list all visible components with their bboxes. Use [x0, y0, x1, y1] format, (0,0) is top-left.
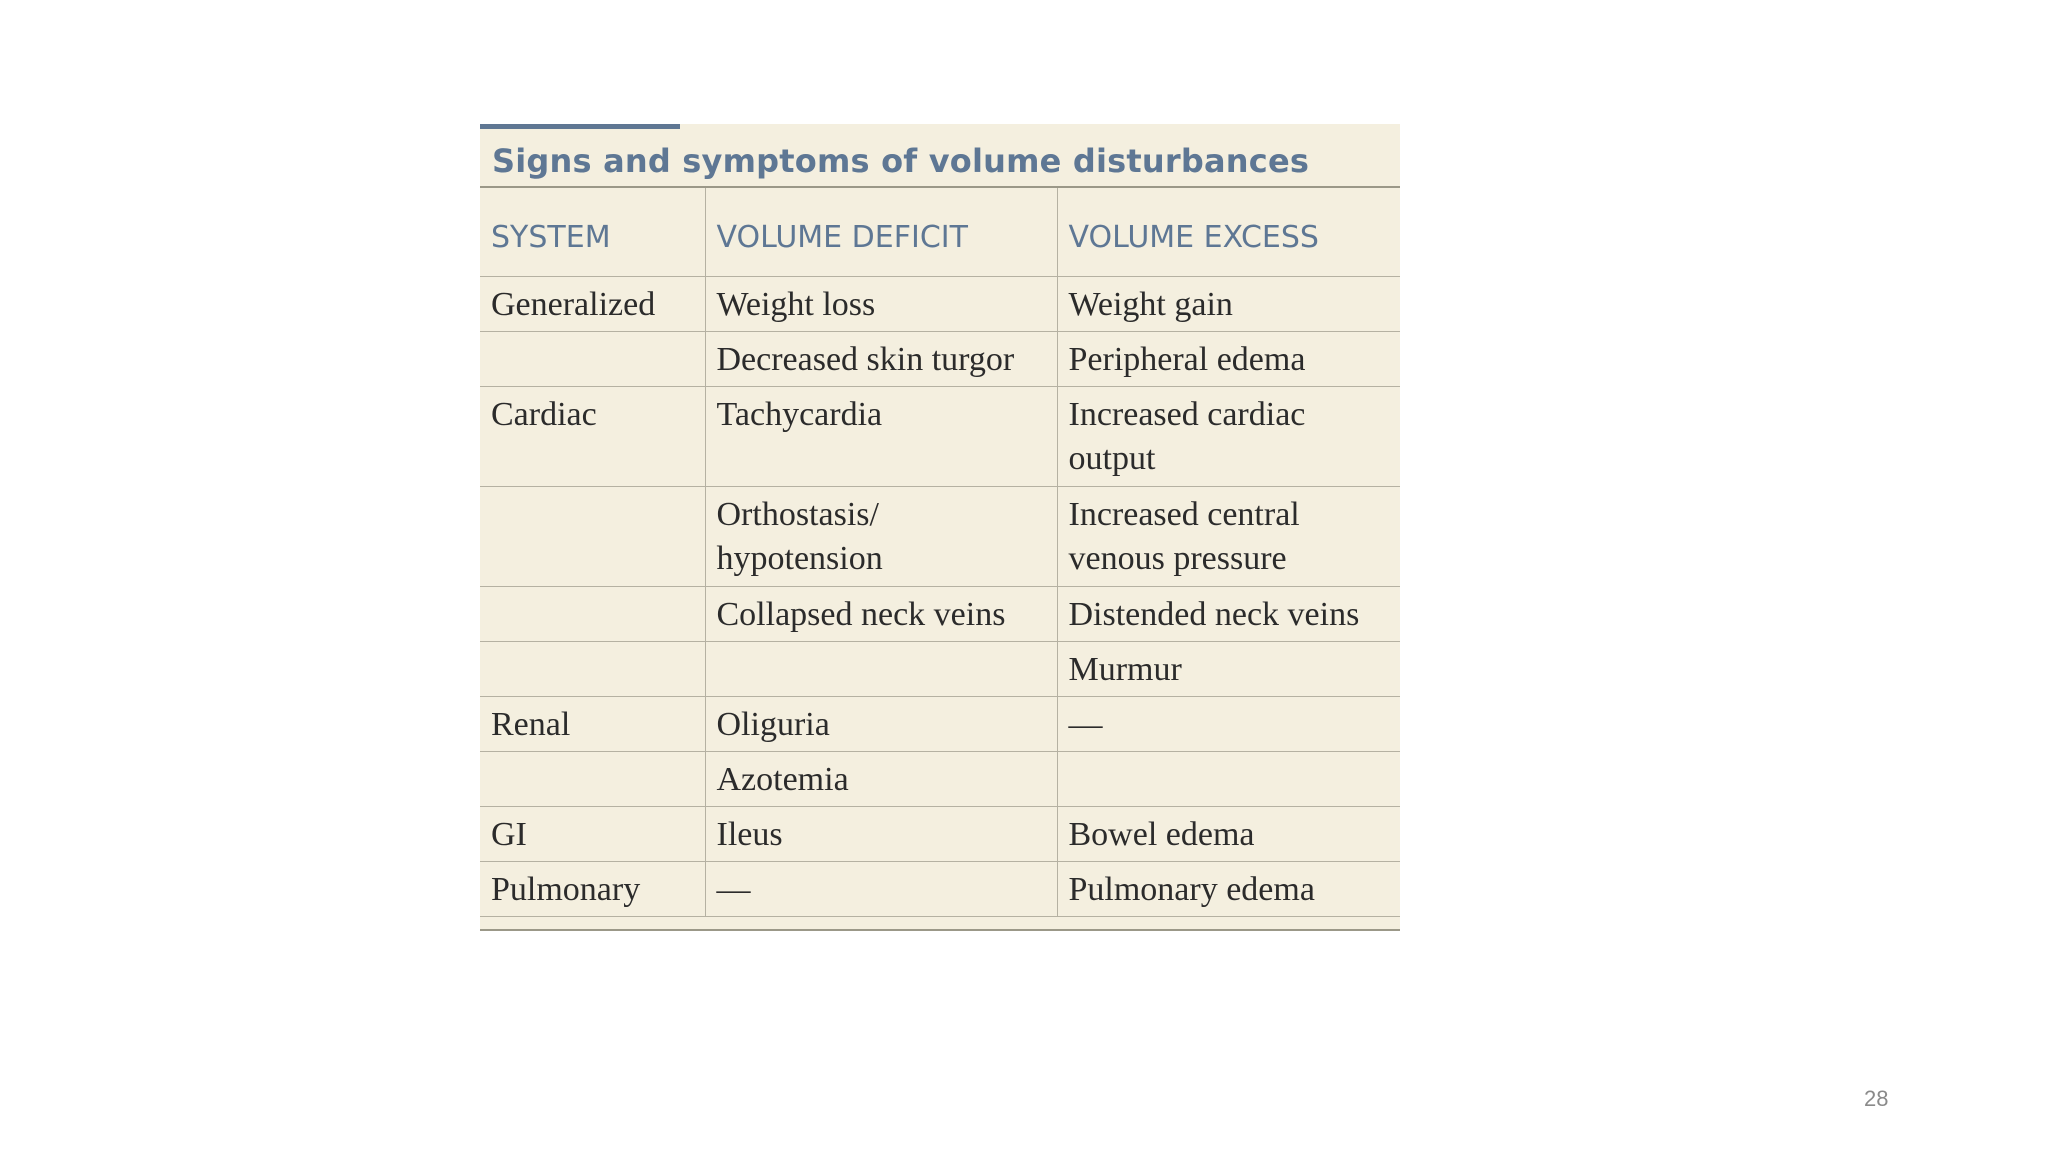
system-cell: Renal	[480, 696, 705, 751]
system-cell: GI	[480, 806, 705, 861]
system-cell: Generalized	[480, 276, 705, 331]
table-title: Signs and symptoms of volume disturbances	[492, 142, 1310, 180]
slide-page-number: 28	[1864, 1086, 1889, 1111]
volume-excess-cell: Increased central venous pressure	[1057, 486, 1400, 586]
table-row	[480, 751, 1400, 806]
volume-deficit-cell: Collapsed neck veins	[705, 586, 1057, 641]
volume-deficit-cell: Weight loss	[705, 276, 1057, 331]
table-row	[480, 861, 1400, 916]
table-row	[480, 486, 1400, 586]
volume-deficit-cell: Tachycardia	[705, 386, 1057, 486]
volume-excess-cell: Weight gain	[1057, 276, 1400, 331]
volume-deficit-cell: Orthostasis/ hypotension	[705, 486, 1057, 586]
volume-excess-cell	[1057, 751, 1400, 806]
volume-excess-cell: Increased cardiac output	[1057, 386, 1400, 486]
table-row	[480, 331, 1400, 386]
system-cell	[480, 486, 705, 586]
system-cell	[480, 586, 705, 641]
system-cell: Pulmonary	[480, 861, 705, 916]
volume-deficit-cell: —	[705, 861, 1057, 916]
table-row	[480, 696, 1400, 751]
volume-disturbance-table-card	[480, 124, 1400, 931]
table-row	[480, 641, 1400, 696]
header-volume-excess: VOLUME EXCESS	[1057, 188, 1400, 276]
system-cell	[480, 641, 705, 696]
header-system: SYSTEM	[480, 188, 705, 276]
volume-excess-cell: —	[1057, 696, 1400, 751]
table-row	[480, 806, 1400, 861]
volume-excess-cell: Murmur	[1057, 641, 1400, 696]
volume-disturbance-table	[480, 188, 1400, 917]
volume-excess-cell: Pulmonary edema	[1057, 861, 1400, 916]
header-volume-deficit: VOLUME DEFICIT	[705, 188, 1057, 276]
table-row	[480, 276, 1400, 331]
volume-excess-cell: Peripheral edema	[1057, 331, 1400, 386]
table-header-row	[480, 188, 1400, 276]
volume-deficit-cell: Oliguria	[705, 696, 1057, 751]
volume-excess-cell: Bowel edema	[1057, 806, 1400, 861]
table-row	[480, 586, 1400, 641]
volume-deficit-cell: Ileus	[705, 806, 1057, 861]
volume-deficit-cell	[705, 641, 1057, 696]
system-cell: Cardiac	[480, 386, 705, 486]
volume-deficit-cell: Decreased skin turgor	[705, 331, 1057, 386]
system-cell	[480, 751, 705, 806]
system-cell	[480, 331, 705, 386]
table-title-row	[480, 124, 1400, 188]
table-row	[480, 386, 1400, 486]
volume-deficit-cell: Azotemia	[705, 751, 1057, 806]
volume-excess-cell: Distended neck veins	[1057, 586, 1400, 641]
